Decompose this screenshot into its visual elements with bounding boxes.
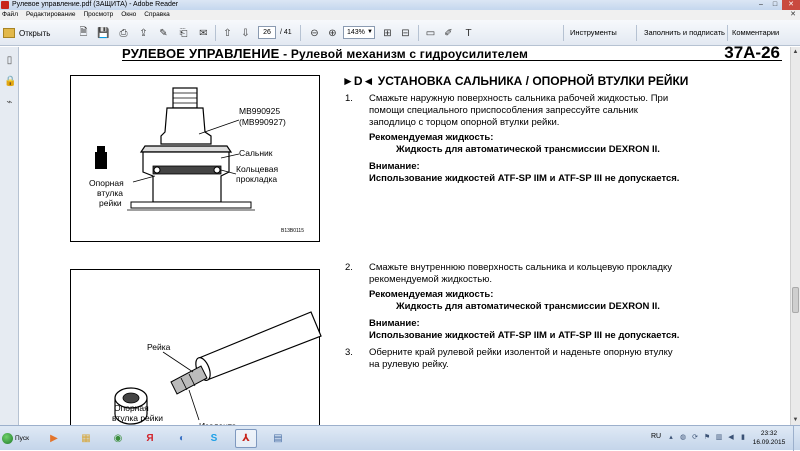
minimize-button[interactable]: – [759, 1, 763, 8]
taskbar-audio-icon[interactable]: ◐ [178, 433, 186, 444]
step-1-recommended-value: Жидкость для автоматической трансмиссии DEXRON II. [396, 144, 660, 155]
toolbar-separator [563, 25, 564, 41]
taskbar-explorer-icon[interactable]: ▦ [81, 433, 91, 444]
clock-time: 23:32 [760, 430, 778, 437]
taskbar-other-app-icon[interactable]: ▤ [273, 433, 283, 444]
menu-edit[interactable]: Редактирование [25, 11, 76, 18]
toolbar-separator [727, 25, 728, 41]
tray-update-icon[interactable]: ⟳ [692, 434, 698, 441]
step-1-warning-value: Использование жидкостей ATF-SP IIM и ATF-SP III не допускается. [369, 173, 680, 184]
step-2-number: 2. [345, 262, 353, 273]
menu-view[interactable]: Просмотр [83, 11, 114, 18]
tray-flag-icon[interactable]: ⚑ [703, 434, 711, 441]
window-controls [754, 0, 800, 10]
comments-panel-button[interactable]: Комментарии [732, 28, 780, 37]
fit-page-icon[interactable]: ⊞ [383, 27, 392, 39]
chevron-down-icon: ▼ [367, 29, 373, 35]
toolbar-separator [418, 25, 419, 41]
clock[interactable] [749, 429, 789, 447]
windows-logo-icon [2, 433, 13, 444]
step-1-warning-label: Внимание: [369, 161, 420, 172]
step-3-line-1: Оберните край рулевой рейки изолентой и наденьте опорную втулку [369, 347, 673, 358]
step-1-number: 1. [345, 93, 353, 104]
clock-date: 16.09.2015 [752, 439, 786, 446]
adobe-reader-icon [1, 1, 9, 9]
share-icon[interactable]: ⎗ [179, 27, 188, 39]
prev-page-icon[interactable]: ⇧ [223, 27, 232, 39]
page-thumbnails-icon[interactable]: ▯ [6, 55, 13, 66]
step-2-recommended-value: Жидкость для автоматической трансмиссии DEXRON II. [396, 301, 660, 312]
step-1-line-3: заподлицо с торцом опорной втулки рейки. [369, 117, 560, 128]
close-button[interactable]: ✕ [782, 0, 800, 10]
scroll-up-icon[interactable]: ▲ [792, 49, 799, 55]
save-icon[interactable]: 💾 [97, 27, 110, 39]
document-header [122, 43, 782, 62]
section-title: ►D◄ УСТАНОВКА САЛЬНИКА / ОПОРНОЙ ВТУЛКИ РЕЙКИ [342, 74, 689, 88]
bush-label-fig2-1: Опорная [114, 403, 149, 413]
show-desktop-button[interactable] [793, 426, 800, 451]
next-page-icon[interactable]: ⇩ [241, 27, 250, 39]
zoom-value: 143% [347, 29, 365, 36]
navigation-pane [0, 47, 19, 425]
start-button[interactable] [2, 430, 32, 447]
language-indicator[interactable]: RU [651, 433, 662, 440]
tool-code-alt-label: (MB990927) [239, 117, 286, 127]
open-button[interactable] [3, 25, 50, 41]
email-icon[interactable]: ✉ [199, 27, 208, 39]
figure-code: B13B0115 [281, 228, 304, 234]
document-page-number: 37A-26 [724, 43, 780, 62]
ring-gasket-label-2: прокладка [236, 174, 278, 184]
taskbar-chrome-icon[interactable]: ◉ [113, 433, 123, 444]
fit-width-icon[interactable]: ⊟ [401, 27, 410, 39]
window-title: Рулевое управление.pdf (ЗАЩИТА) - Adobe Reader [12, 1, 179, 8]
maximize-button[interactable]: □ [772, 1, 778, 8]
zoom-in-icon[interactable]: ⊕ [328, 27, 337, 39]
rack-label: Рейка [147, 342, 171, 352]
zoom-out-icon[interactable]: ⊖ [310, 27, 319, 39]
taskbar-media-player-icon[interactable]: ▶ [50, 433, 58, 444]
bush-label-3: рейки [99, 198, 122, 208]
tray-volume-icon[interactable]: ◀ [728, 434, 734, 441]
toolbar [0, 20, 800, 46]
taskbar [0, 425, 800, 450]
send-icon[interactable]: ⇪ [139, 27, 148, 39]
step-2-line-1: Смажьте внутреннюю поверхность сальника и кольцевую прокладку [369, 262, 673, 273]
seal-label: Сальник [239, 148, 273, 158]
ring-gasket-label-1: Кольцевая [236, 164, 279, 174]
attachment-icon[interactable]: ⌁ [6, 97, 13, 108]
menu-window[interactable]: Окно [121, 11, 137, 18]
vertical-scrollbar[interactable] [790, 47, 800, 425]
tools-panel-button[interactable]: Инструменты [570, 28, 617, 37]
step-3-number: 3. [345, 347, 353, 358]
step-2-warning-value: Использование жидкостей ATF-SP IIM и ATF-SP III не допускается. [369, 330, 680, 341]
create-pdf-icon[interactable]: 🗎 [79, 26, 88, 38]
toolbar-separator [300, 25, 301, 41]
figure-rack-tape [70, 269, 320, 425]
page-number-input[interactable]: 26 [258, 26, 276, 39]
highlight-icon[interactable]: T [465, 27, 472, 39]
tool-code-label: MB990925 [239, 106, 281, 116]
toolbar-separator [636, 25, 637, 41]
comment-icon[interactable]: ✎ [159, 27, 168, 39]
scroll-thumb[interactable] [792, 287, 799, 313]
pdf-page [20, 43, 790, 425]
bush-label-1: Опорная [89, 178, 124, 188]
taskbar-yandex-icon[interactable]: Я [146, 433, 154, 444]
reading-mode-icon[interactable]: ▭ [425, 27, 436, 39]
toolbar-separator [215, 25, 216, 41]
folder-icon [3, 28, 15, 38]
comment-note-icon[interactable]: ✐ [444, 27, 453, 39]
close-document-button[interactable]: ✕ [790, 11, 796, 18]
fill-sign-panel-button[interactable]: Заполнить и подписать [644, 28, 725, 37]
document-title-sub: - Рулевой механизм с гидроусилителем [279, 47, 529, 61]
step-2-warning-label: Внимание: [369, 318, 420, 329]
taskbar-skype-icon[interactable]: S [210, 433, 218, 444]
tray-app-icon[interactable]: ◍ [679, 434, 687, 441]
start-label: Пуск [15, 435, 29, 442]
figure-rack-tape-drawing [71, 270, 321, 426]
taskbar-adobe-reader-icon[interactable]: ⅄ [235, 429, 257, 448]
menu-help[interactable]: Справка [144, 11, 170, 18]
bush-label-fig2-2: втулка рейки [112, 413, 164, 423]
tray-power-icon[interactable]: ▮ [741, 434, 745, 441]
step-2-line-2: рекомендуемой жидкостью. [369, 274, 492, 285]
figure-seal-installation-drawing [71, 76, 321, 243]
step-1-line-2: помощи специального приспособления запрессуйте сальник [369, 105, 638, 116]
step-1-recommended-label: Рекомендуемая жидкость: [369, 132, 494, 143]
figure-seal-installation [70, 75, 320, 242]
menu-bar [0, 10, 800, 20]
page-total: / 41 [280, 29, 292, 36]
title-bar[interactable] [0, 0, 800, 10]
zoom-select[interactable] [343, 26, 375, 39]
print-icon[interactable]: ⎙ [119, 27, 128, 39]
lock-icon[interactable]: 🔒 [4, 76, 17, 87]
bush-label-2: втулка [97, 188, 123, 198]
document-title [122, 47, 528, 61]
step-1-line-1: Смажьте наружную поверхность сальника рабочей жидкостью. При [369, 93, 669, 104]
tray-network-icon[interactable]: ▥ [715, 434, 723, 441]
scroll-down-icon[interactable]: ▼ [792, 417, 799, 423]
step-2-recommended-label: Рекомендуемая жидкость: [369, 289, 494, 300]
step-3-line-2: на рулевую рейку. [369, 359, 449, 370]
open-button-label: Открыть [19, 28, 51, 38]
document-title-main: РУЛЕВОЕ УПРАВЛЕНИЕ [122, 46, 280, 61]
menu-file[interactable]: Файл [2, 11, 18, 18]
tray-expand-icon[interactable]: ▴ [669, 434, 673, 441]
